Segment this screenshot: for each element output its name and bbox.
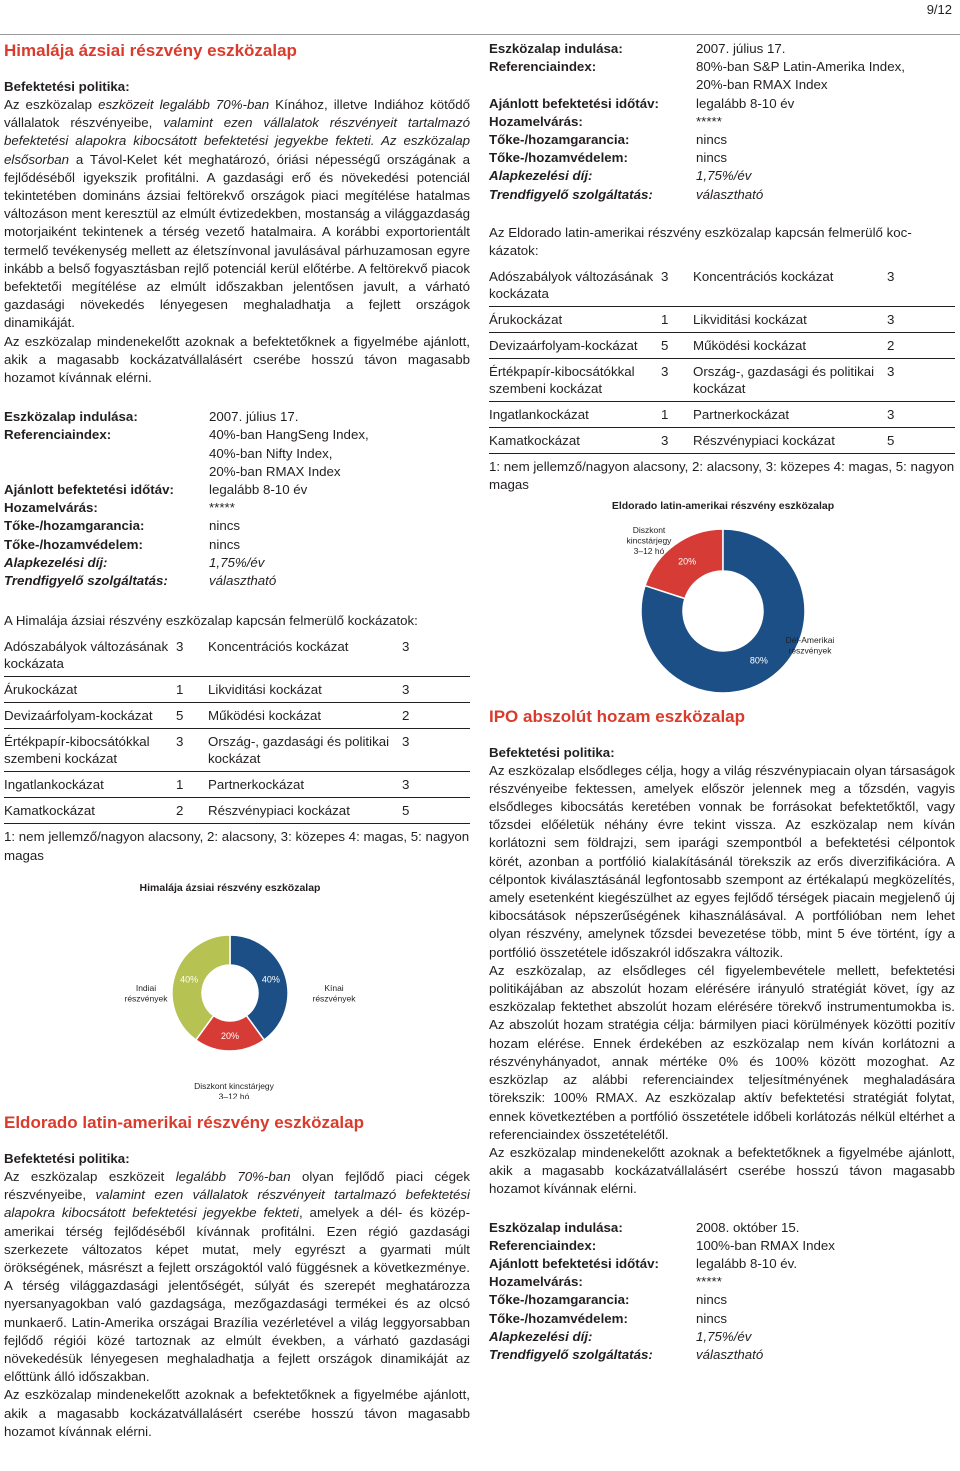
info-row bbox=[489, 1273, 835, 1291]
info-key: Tőke-/hozamgarancia: bbox=[4, 518, 145, 534]
text-run: Az eszközalap mindenekelőtt azoknak a befektetőknek a figyelmébe ajánlott, akik a magasabb kockázatvállalásért cserébe hosszú távon magasabb hozamot kívánnak elérni. bbox=[4, 333, 470, 386]
policy-paragraph bbox=[4, 1386, 470, 1441]
slice-value-label: 40% bbox=[180, 974, 199, 985]
risk-row bbox=[489, 428, 955, 454]
himalaya-risk-legend: 1: nem jellemző/nagyon alacsony, 2: alacsony, 3: közepes 4: magas, 5: nagyon magas bbox=[4, 829, 470, 863]
himalaya-risk-intro: A Himalája ázsiai részvény eszközalap kapcsán felmerülő kockázatok: bbox=[4, 613, 418, 629]
risk-name: Ország-, gazdasági és politikai kockázat bbox=[208, 729, 402, 772]
info-value: 2008. október 15. bbox=[696, 1219, 800, 1235]
info-row bbox=[4, 517, 369, 535]
right-column bbox=[489, 40, 955, 1364]
info-value: választható bbox=[209, 573, 277, 589]
info-row bbox=[489, 1328, 835, 1346]
risk-row bbox=[489, 333, 955, 359]
ipo-policy-body bbox=[489, 762, 955, 1199]
info-key: Ajánlott befektetési időtáv: bbox=[4, 482, 174, 498]
risk-name: Likviditási kockázat bbox=[693, 307, 887, 333]
risk-name: Árukockázat bbox=[489, 307, 661, 333]
risk-score: 1 bbox=[661, 402, 693, 428]
info-value: 80%-ban S&P Latin-Amerika Index, 20%-ban RMAX Index bbox=[696, 59, 905, 93]
risk-name: Árukockázat bbox=[4, 677, 176, 703]
text-run: Az eszközalap elsődleges célja, hogy a világ részvénypiacain olyan társaságok részvényeibe fektessen, amelyek először jelennek meg a tőzsdén, vagyis elsődleges kibocsátás keretében vonnak be forrásokat befektetőktől, vagy tőzsdei előéletük néhány évre tekint vissza. Az eszközalap nem kíván korlátozni sem földrajzi, sem iparági szempontból a befektetési célpontok körét, azonban a portfólió kialakításánál törekszik az erős diverzifikációra. A célpontok kiválasztásánál legfontosabb szempont az értékalapú megközelítés, amely esetenként kiegészülhet az egyes fejlődő térségek piacain megjelenő új kibocsátások népszerűségének kihasználásával. A portfólióban nem lehet olyan részvény, amelynek tőzsdei bevezetése több, mint 5 éve történt, így a portfólió összetétele időszakról időszakra változik. bbox=[489, 762, 955, 960]
risk-name: Részvénypiaci kockázat bbox=[208, 798, 402, 824]
text-run: eszközeit legalább 70%-ban bbox=[98, 97, 270, 112]
risk-name: Partnerkockázat bbox=[693, 402, 887, 428]
risk-score: 3 bbox=[176, 634, 208, 677]
policy-paragraph bbox=[489, 762, 955, 962]
slice-value-label: 20% bbox=[220, 1030, 240, 1041]
risk-name: Értékpapír-kibocsátókkal szembeni kockázat bbox=[489, 359, 661, 402]
risk-score: 2 bbox=[887, 333, 955, 359]
risk-score: 3 bbox=[402, 729, 470, 772]
left-column bbox=[4, 40, 470, 1441]
eldorado-risk-intro: Az Eldorado latin-amerikai részvény eszközalap kapcsán felmerülő kockázatok: bbox=[489, 224, 912, 259]
info-key: Tőke-/hozamgarancia: bbox=[489, 132, 630, 148]
info-row bbox=[489, 149, 905, 167]
risk-name: Részvénypiaci kockázat bbox=[693, 428, 887, 454]
info-value: ***** bbox=[696, 1274, 722, 1290]
info-key: Hozamelvárás: bbox=[4, 500, 98, 516]
info-value: legalább 8-10 év bbox=[696, 95, 795, 111]
policy-paragraph bbox=[4, 96, 470, 333]
info-key: Trendfigyelő szolgáltatás: bbox=[489, 186, 653, 202]
info-value: választható bbox=[696, 1346, 764, 1362]
risk-row bbox=[4, 772, 470, 798]
chart-title: Himalája ázsiai részvény eszközalap bbox=[139, 881, 321, 894]
risk-name: Működési kockázat bbox=[693, 333, 887, 359]
risk-score: 3 bbox=[887, 307, 955, 333]
risk-score: 3 bbox=[661, 264, 693, 307]
info-value: ***** bbox=[209, 500, 235, 516]
policy-paragraph bbox=[489, 962, 955, 1144]
info-row bbox=[489, 58, 905, 94]
risk-score: 3 bbox=[176, 729, 208, 772]
himalaya-policy-body bbox=[4, 96, 470, 387]
text-run: Az eszközalap, az elsődleges cél figyelembevétele mellett, befektetési politikájában az abszolút hozam elérésére irányuló stratégiát követ, így az eszközalap fektethet abszolút hozam elérésére törekvő instrumentumokba is. Az abszolút hozam stratégia célja: bármilyen piaci körülmények közötti pozitív hozam elérése. Ennek érdekében az eszközalap nem kíván korlátozni a részvényhányadot, annak mértéke 0% és 100% között mozoghat. Az eszközlap az alábbi referenciaindex teljesítményének meghaladására törekszik: 100% RMAX. Az eszközalap aktív befektetési stratégiát folytat, ennek következtében a portfólió összetétele időbeli korlátozás nélkül eltérhet a referenciaindex összetételétől. bbox=[489, 962, 955, 1142]
info-value: 1,75%/év bbox=[696, 168, 752, 184]
risk-name: Értékpapír-kibocsátókkal szembeni kockázat bbox=[4, 729, 176, 772]
ipo-title: IPO abszolút hozam eszközalap bbox=[489, 706, 746, 726]
text-run: , amelyek a dél- és közép-amerikai térség fejlődéséből kívánnak profitálni. Ezen régió gazdasági szerkezete változatos képet mutat, mely egyrészt a gyarmati múlt örökségének, másrészt a fejlett országoktól való függésnek a következménye. A térség világgazdasági jelentőségét, súlyát és szerepét meghatározza nyersanyagokban való gazdagsága, mezőgazdasági termékei és az olcsó munkaerő. Latin-Amerika országai Brazília vezérletével a világ leggyorsabban fejlődő régiói közé tartoznak az elmúlt években, a várható gazdasági növekedésük lényegesen meghaladhatja a fejlett országok dinamikáját az előttünk álló időszakban. bbox=[4, 1205, 470, 1385]
info-row bbox=[4, 554, 369, 572]
slice-category-label: Diszkont kincstárjegy 3–12 hó bbox=[194, 1080, 274, 1099]
info-key: Tőke-/hozamvédelem: bbox=[489, 1310, 628, 1326]
info-value: 2007. július 17. bbox=[209, 409, 299, 425]
info-value: nincs bbox=[696, 1310, 728, 1326]
risk-score: 3 bbox=[661, 359, 693, 402]
info-value: 1,75%/év bbox=[696, 1328, 752, 1344]
info-key: Trendfigyelő szolgáltatás: bbox=[489, 1346, 653, 1362]
info-row bbox=[489, 1310, 835, 1328]
info-value: 1,75%/év bbox=[209, 554, 265, 570]
info-value: ***** bbox=[696, 113, 722, 129]
risk-name: Kamatkockázat bbox=[4, 798, 176, 824]
info-key: Hozamelvárás: bbox=[489, 113, 583, 129]
info-value: legalább 8-10 év. bbox=[696, 1255, 798, 1271]
policy-paragraph bbox=[489, 1144, 955, 1199]
risk-score: 1 bbox=[176, 772, 208, 798]
risk-name: Ingatlankockázat bbox=[489, 402, 661, 428]
risk-name: Ingatlankockázat bbox=[4, 772, 176, 798]
risk-score: 2 bbox=[402, 703, 470, 729]
info-row bbox=[489, 1346, 835, 1364]
risk-row bbox=[489, 307, 955, 333]
risk-row bbox=[489, 264, 955, 307]
risk-name: Partnerkockázat bbox=[208, 772, 402, 798]
info-row bbox=[4, 426, 369, 481]
slice-value-label: 20% bbox=[678, 556, 697, 567]
info-key: Ajánlott befektetési időtáv: bbox=[489, 1255, 659, 1271]
text-run: Kínához, illetve Indiához kötődő vállalatok részvényeibe, bbox=[4, 97, 470, 131]
himalaya-risk-table bbox=[4, 634, 470, 824]
info-key: Eszközalap indulása: bbox=[489, 41, 623, 56]
text-run: legalább 70%-ban bbox=[175, 1168, 291, 1184]
info-key: Tőke-/hozamvédelem: bbox=[489, 150, 628, 166]
risk-row bbox=[4, 677, 470, 703]
info-row bbox=[4, 408, 369, 426]
risk-row bbox=[4, 703, 470, 729]
info-key: Alapkezelési díj: bbox=[4, 554, 108, 570]
info-key: Eszközalap indulása: bbox=[4, 409, 138, 425]
page-number: 9/12 bbox=[926, 2, 952, 17]
info-key: Alapkezelési díj: bbox=[489, 1328, 593, 1344]
info-row bbox=[4, 499, 369, 517]
text-run: valamint ezen vállalatok részvényeit tartalmazó befektetési alapokra kibocsátott befektetési jegyekbe fekteti bbox=[4, 1187, 470, 1221]
info-value: választható bbox=[696, 186, 764, 202]
eldorado-allocation-chart bbox=[489, 495, 955, 695]
info-value: 100%-ban RMAX Index bbox=[696, 1237, 835, 1253]
risk-score: 5 bbox=[402, 798, 470, 824]
info-row bbox=[489, 1291, 835, 1309]
info-key: Eszközalap indulása: bbox=[489, 1219, 623, 1235]
info-key: Ajánlott befektetési időtáv: bbox=[489, 95, 659, 111]
risk-score: 3 bbox=[402, 677, 470, 703]
info-row bbox=[489, 131, 905, 149]
risk-score: 3 bbox=[661, 428, 693, 454]
info-row bbox=[4, 572, 369, 590]
risk-name: Kamatkockázat bbox=[489, 428, 661, 454]
ipo-info-table bbox=[489, 1219, 835, 1365]
info-row bbox=[489, 113, 905, 131]
risk-score: 3 bbox=[887, 359, 955, 402]
info-value: nincs bbox=[696, 132, 728, 148]
info-row bbox=[489, 1255, 835, 1273]
risk-name: Adószabályok változásának kockázata bbox=[4, 634, 176, 677]
risk-row bbox=[489, 402, 955, 428]
risk-name: Likviditási kockázat bbox=[208, 677, 402, 703]
slice-category-label: Indiai részvények bbox=[124, 982, 168, 1004]
info-row bbox=[489, 167, 905, 185]
risk-row bbox=[4, 729, 470, 772]
text-run: Az eszközalap eszközeit bbox=[4, 1168, 176, 1184]
himalaya-info-table bbox=[4, 408, 369, 590]
risk-score: 1 bbox=[661, 307, 693, 333]
info-key: Referenciaindex: bbox=[489, 59, 597, 75]
info-value: nincs bbox=[209, 536, 241, 552]
info-key: Hozamelvárás: bbox=[489, 1274, 583, 1290]
info-value: nincs bbox=[209, 518, 241, 534]
himalaya-allocation-chart bbox=[4, 879, 470, 1099]
info-value: nincs bbox=[696, 150, 728, 166]
info-row bbox=[489, 1237, 835, 1255]
text-run: valamint ezen vállalatok részvényeit tartalmazó befektetési alapokra kibocsátott befektetési jegyekbe fekteti. Az eszközalap elsősorban bbox=[4, 115, 470, 167]
eldorado-policy-body bbox=[4, 1168, 470, 1441]
text-run: Az eszközalap mindenekelőtt azoknak a befektetőknek a figyelmébe ajánlott, akik a magasabb kockázatvállalásért cserébe hosszú távon magasabb hozamot kívánnak elérni. bbox=[489, 1144, 955, 1197]
info-row bbox=[489, 186, 905, 204]
info-key: Tőke-/hozamvédelem: bbox=[4, 536, 143, 552]
info-key: Tőke-/hozamgarancia: bbox=[489, 1292, 630, 1308]
risk-score: 3 bbox=[887, 264, 955, 307]
risk-name: Működési kockázat bbox=[208, 703, 402, 729]
text-run: a Távol-Kelet két meghatározó, óriási népességű országának a fejlődéséből igyekszik profitálni. A gazdasági erő és növekedési potenciál tekintetében domináns ázsiai feltörekvő országok piaci megítélése hatalmas változáson ment keresztül az elmúlt évtizedekben, mostanság a világgazdaság motorjaiként tekintenek a térség vezető hatalmaira. A korábbi exportorientált termelő tevékenység mellett az életszínvonal javulásával párhuzamosan egyre inkább a belső fogyasztásban rejlő potenciál kerül előtérbe. A feltörekvő piacok befektetői megítélése az elmúlt időszakban jelentősen javult, a várható gazdasági növekedés lényegesen meghaladhatja a fejlett országok dinamikáját. bbox=[4, 151, 470, 331]
policy-paragraph bbox=[4, 333, 470, 388]
eldorado-risk-table bbox=[489, 264, 955, 454]
info-value: nincs bbox=[696, 1292, 728, 1308]
info-row bbox=[489, 40, 905, 58]
risk-score: 1 bbox=[176, 677, 208, 703]
slice-category-label: Kínai részvények bbox=[312, 982, 356, 1004]
risk-score: 3 bbox=[402, 772, 470, 798]
info-key: Trendfigyelő szolgáltatás: bbox=[4, 573, 168, 589]
risk-score: 2 bbox=[176, 798, 208, 824]
page-header-bar bbox=[0, 0, 960, 35]
risk-row bbox=[489, 359, 955, 402]
chart-title: Eldorado latin-amerikai részvény eszközalap bbox=[611, 499, 835, 512]
info-value: legalább 8-10 év bbox=[209, 482, 308, 498]
ipo-policy-heading: Befektetési politika: bbox=[489, 744, 615, 760]
risk-score: 5 bbox=[661, 333, 693, 359]
himalaya-policy-heading: Befektetési politika: bbox=[4, 79, 130, 94]
slice-category-label: Diszkont kincstárjegy 3–12 hó bbox=[626, 524, 672, 556]
slice-category-label: Dél-Amerikai részvények bbox=[785, 634, 835, 656]
risk-score: 3 bbox=[887, 402, 955, 428]
eldorado-risk-legend: 1: nem jellemző/nagyon alacsony, 2: alacsony, 3: közepes 4: magas, 5: nagyon magas bbox=[489, 459, 955, 493]
policy-paragraph bbox=[4, 1168, 470, 1386]
risk-name: Koncentrációs kockázat bbox=[208, 634, 402, 677]
risk-row bbox=[4, 798, 470, 824]
info-key: Referenciaindex: bbox=[489, 1237, 597, 1253]
info-row bbox=[489, 95, 905, 113]
info-value: 40%-ban HangSeng Index, 40%-ban Nifty Index, 20%-ban RMAX Index bbox=[209, 427, 369, 479]
risk-score: 3 bbox=[402, 634, 470, 677]
risk-score: 5 bbox=[887, 428, 955, 454]
risk-name: Adószabályok változásának kockázata bbox=[489, 264, 661, 307]
eldorado-info-table bbox=[489, 40, 905, 204]
text-run: Az eszközalap bbox=[4, 97, 99, 112]
himalaya-title: Himalája ázsiai részvény eszközalap bbox=[4, 41, 297, 60]
eldorado-policy-heading: Befektetési politika: bbox=[4, 1150, 130, 1166]
info-value: 2007. július 17. bbox=[696, 41, 786, 56]
text-run: Az eszközalap mindenekelőtt azoknak a befektetőknek a figyelmébe ajánlott, akik a magasabb kockázatvállalásért cserébe hosszú távon magasabb hozamot kívánnak elérni. bbox=[4, 1387, 470, 1439]
risk-name: Koncentrációs kockázat bbox=[693, 264, 887, 307]
text-run: olyan fejlődő piaci cégek részvényeibe, bbox=[4, 1168, 471, 1203]
eldorado-title: Eldorado latin-amerikai részvény eszközalap bbox=[4, 1112, 364, 1132]
info-key: Alapkezelési díj: bbox=[489, 168, 593, 184]
info-row bbox=[4, 481, 369, 499]
risk-name: Devizaárfolyam-kockázat bbox=[4, 703, 176, 729]
info-key: Referenciaindex: bbox=[4, 427, 112, 443]
risk-name: Ország-, gazdasági és politikai kockázat bbox=[693, 359, 887, 402]
slice-value-label: 80% bbox=[749, 654, 768, 665]
info-row bbox=[489, 1219, 835, 1237]
risk-row bbox=[4, 634, 470, 677]
info-row bbox=[4, 536, 369, 554]
risk-name: Devizaárfolyam-kockázat bbox=[489, 333, 661, 359]
slice-value-label: 40% bbox=[261, 974, 280, 985]
risk-score: 5 bbox=[176, 703, 208, 729]
